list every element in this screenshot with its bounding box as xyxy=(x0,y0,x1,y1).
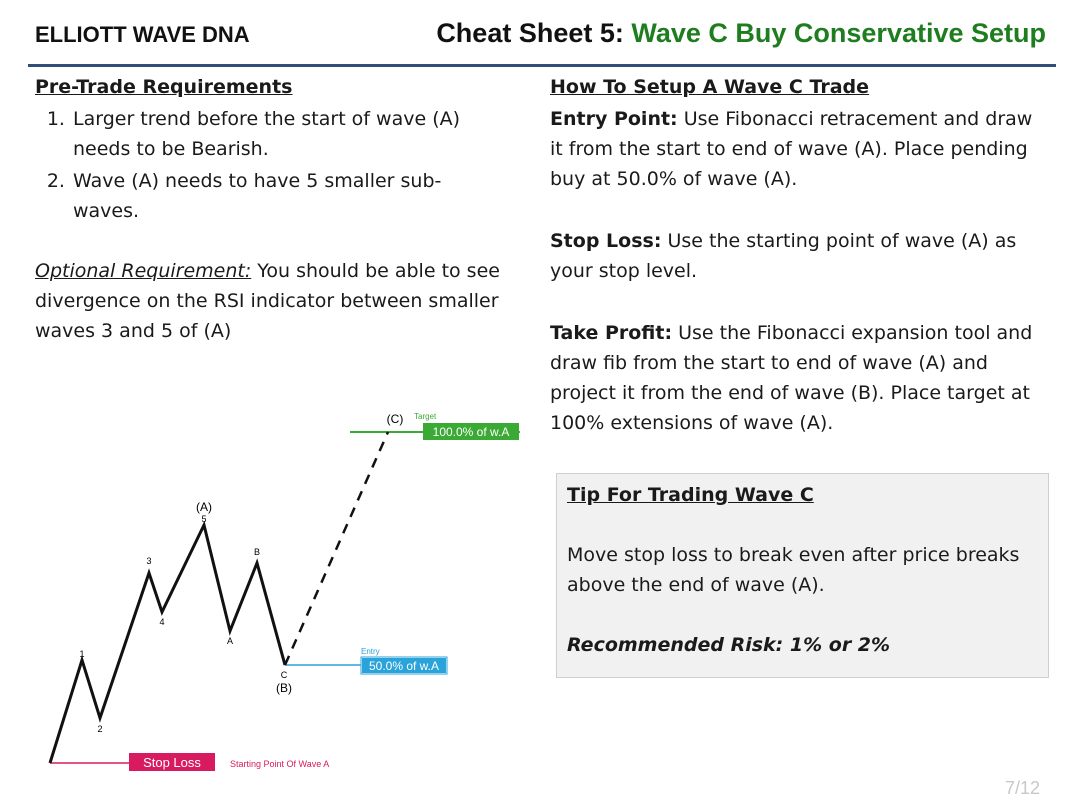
stop-loss-paragraph xyxy=(550,226,1050,286)
tip-title: Tip For Trading Wave C xyxy=(567,484,814,506)
stop-loss-label: Stop Loss xyxy=(143,755,201,770)
requirements-list xyxy=(35,104,505,226)
title-main: Wave C Buy Conservative Setup xyxy=(631,18,1046,48)
target-box-label: 100.0% of w.A xyxy=(432,425,510,439)
target-tag: Target xyxy=(414,412,437,421)
wave-path xyxy=(50,525,285,763)
profit-label: Take Profit: xyxy=(550,322,673,344)
wave-2-label: 2 xyxy=(97,724,103,734)
optional-label: Optional Requirement: xyxy=(35,260,252,282)
page-number: 7/12 xyxy=(1004,778,1040,798)
wave-c-projection xyxy=(285,432,388,665)
requirements-title: Pre-Trade Requirements xyxy=(35,76,293,98)
recommended-risk: Recommended Risk: 1% or 2% xyxy=(567,634,891,656)
profit-text: Use the Fibonacci expansion tool and draw fib from the start to end of wave (A) and project it from the end of wave (B). Place target at 100% extensions of wave (A). xyxy=(550,322,1033,434)
header-divider xyxy=(28,64,1056,67)
requirements-section xyxy=(35,72,505,346)
take-profit-paragraph xyxy=(550,318,1050,438)
wave-b-main-label: (B) xyxy=(276,681,292,695)
requirement-item: 1. Larger trend before the start of wave (A) needs to be Bearish. xyxy=(71,104,505,164)
brand-name: ELLIOTT WAVE DNA xyxy=(35,22,250,47)
wave-c-main-label: (C) xyxy=(386,412,404,426)
entry-tag: Entry xyxy=(361,647,380,656)
optional-text: You should be able to see divergence on the RSI indicator between smaller waves 3 and 5 of (A) xyxy=(35,260,500,342)
wave-1-label: 1 xyxy=(79,649,85,659)
title-prefix: Cheat Sheet 5: xyxy=(436,18,632,48)
tip-body: Move stop loss to break even after price breaks above the end of wave (A). xyxy=(567,544,1020,596)
entry-point-paragraph xyxy=(550,104,1050,194)
setup-title: How To Setup A Wave C Trade xyxy=(550,76,870,98)
wave-3-label: 3 xyxy=(146,556,152,566)
entry-label: Entry Point: xyxy=(550,108,678,130)
optional-requirement xyxy=(35,256,505,346)
wave-c-small-label: C xyxy=(280,670,288,680)
stop-loss-note: Starting Point Of Wave A xyxy=(230,759,330,769)
setup-section xyxy=(550,72,1050,438)
wave-a-main-label: (A) xyxy=(196,500,212,514)
wave-diagram xyxy=(0,395,540,791)
entry-box-label: 50.0% of w.A xyxy=(368,659,440,673)
stop-label: Stop Loss: xyxy=(550,230,662,252)
tip-box xyxy=(556,473,1049,678)
wave-a-small-label: A xyxy=(226,636,234,646)
entry-text: Use Fibonacci retracement and draw it from the start to end of wave (A). Place pending buy at 50.0% of wave (A). xyxy=(550,108,1033,190)
requirement-item: 2. Wave (A) needs to have 5 smaller sub-waves. xyxy=(71,166,505,226)
wave-5-label: 5 xyxy=(201,514,207,524)
stop-text: Use the starting point of wave (A) as your stop level. xyxy=(550,230,1017,282)
page-title xyxy=(436,18,1046,49)
wave-4-label: 4 xyxy=(159,617,165,627)
wave-b-small-label: B xyxy=(253,547,261,557)
